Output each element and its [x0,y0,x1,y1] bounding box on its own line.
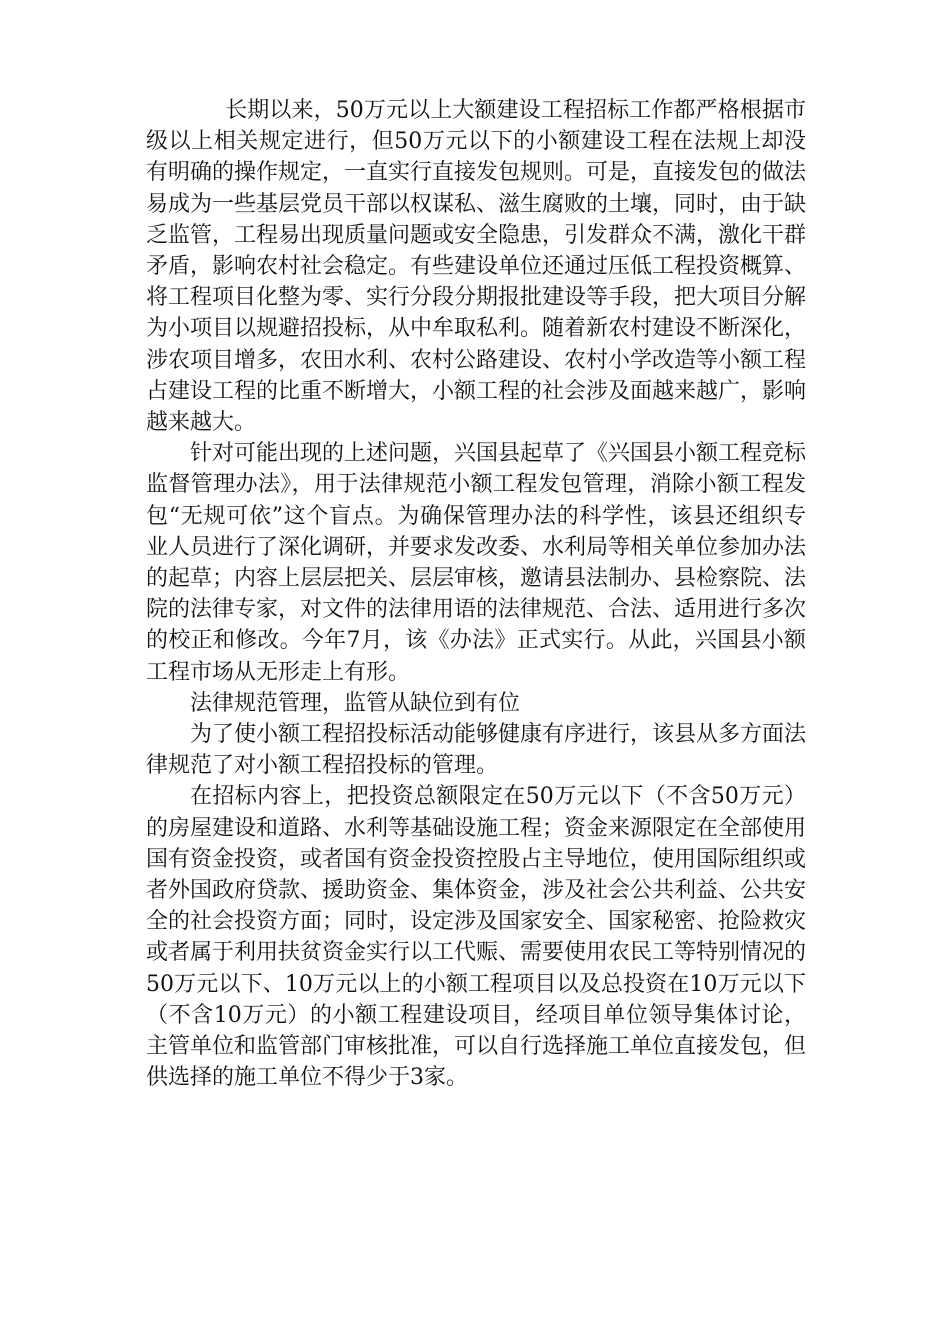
paragraph-scope: 在招标内容上，把投资总额限定在50万元以下（不含50万元）的房屋建设和道路、水利等基础设施工程；资金来源限定在全部使用国有资金投资，或者国有资金投资控股占主导地位，使用国际组织或者外国政府贷款、援助资金、集体资金，涉及社会公共利益、公共安全的社会投资方面；同时，设定涉及国家安全、国家秘密、抢险救灾或者属于利用扶贫资金实行以工代赈、需要使用农民工等特别情况的50万元以下、10万元以上的小额工程项目以及总投资在10万元以下（不含10万元）的小额工程建设项目，经项目单位领导集体讨论，主管单位和监管部门审核批准，可以自行选择施工单位直接发包，但供选择的施工单位不得少于3家。 [146,784,807,1091]
paragraph-background: 长期以来，50万元以上大额建设工程招标工作都严格根据市级以上相关规定进行，但50万元以下的小额建设工程在法规上却没有明确的操作规定，一直实行直接发包规则。可是，直接发包的做法易成为一些基层党员干部以权谋私、滋生腐败的土壤，同时，由于缺乏监管，工程易出现质量问题或安全隐患，引发群众不满，激化干群矛盾，影响农村社会稳定。有些建设单位还通过压低工程投资概算、将工程项目化整为零、实行分段分期报批建设等手段，把大项目分解为小项目以规避招投标，从中牟取私利。随着新农村建设不断深化，涉农项目增多，农田水利、农村公路建设、农村小学改造等小额工程占建设工程的比重不断增大，小额工程的社会涉及面越来越广，影响越来越大。 [146,98,807,436]
paragraph-measures: 针对可能出现的上述问题，兴国县起草了《兴国县小额工程竞标监督管理办法》，用于法律规范小额工程发包管理，消除小额工程发包“无规可依”这个盲点。为确保管理办法的科学性，该县还组织专业人员进行了深化调研，并要求发改委、水利局等相关单位参加办法的起草；内容上层层把关、层层审核，邀请县法制办、县检察院、法院的法律专家，对文件的法律用语的法律规范、合法、适用进行多次的校正和修改。今年7月，该《办法》正式实行。从此，兴国县小额工程市场从无形走上有形。 [146,441,807,685]
paragraph-intro: 为了使小额工程招投标活动能够健康有序进行，该县从多方面法律规范了对小额工程招投标的管理。 [146,722,807,779]
section-heading: 法律规范管理，监管从缺位到有位 [190,690,521,716]
document-body [146,95,806,1094]
